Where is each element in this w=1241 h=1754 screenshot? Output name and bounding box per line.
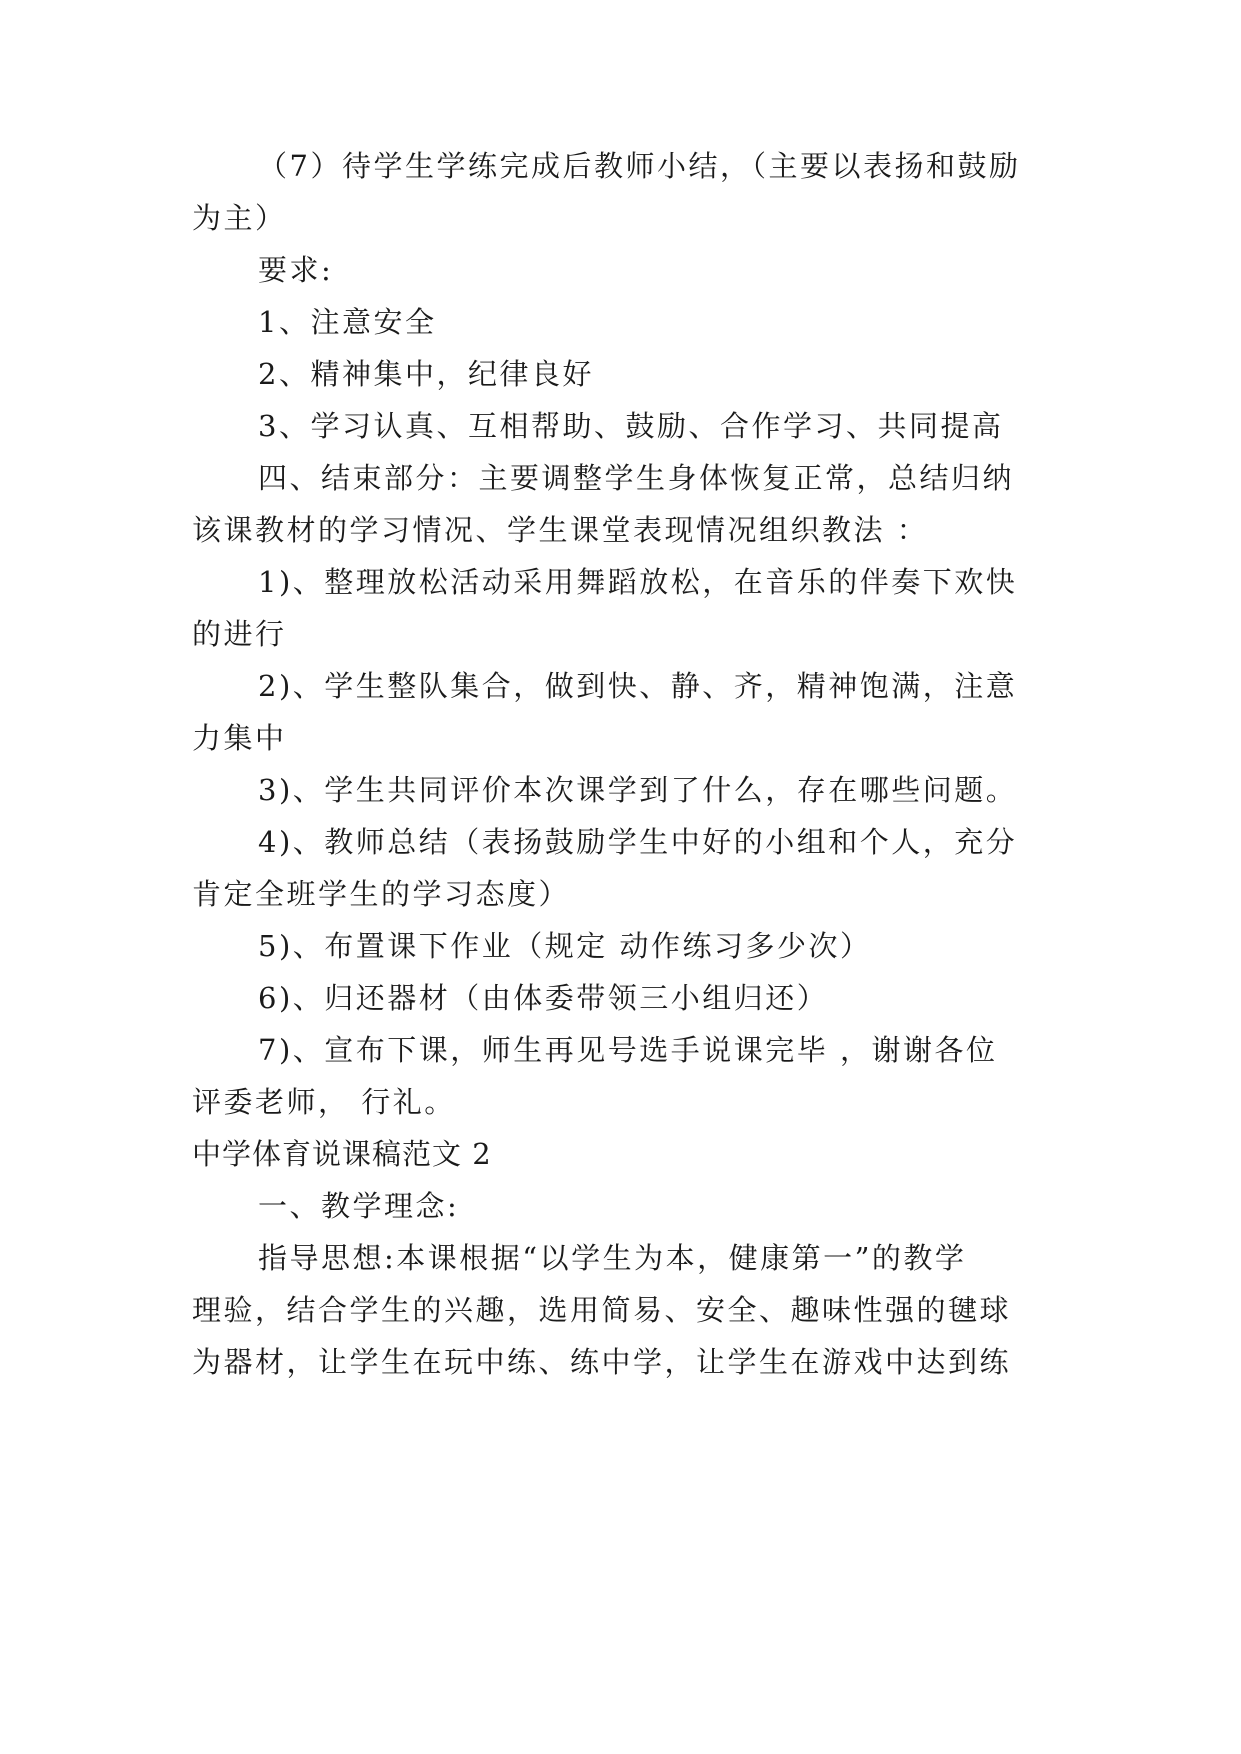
paragraph-line: 指导思想:本课根据“以学生为本，健康第一”的教学 [258, 1241, 967, 1275]
list-item: 3)、学生共同评价本次课学到了什么，存在哪些问题。 [258, 773, 1018, 807]
section-heading-line: 四、结束部分：主要调整学生身体恢复正常，总结归纳 [258, 461, 1015, 495]
list-item: 1、注意安全 [258, 305, 437, 339]
paragraph-line: （7）待学生学练完成后教师小结，（主要以表扬和鼓励 [258, 149, 1021, 183]
list-item: 5)、布置课下作业（规定 动作练习多少次） [258, 929, 872, 963]
list-item: 6)、归还器材（由体委带领三小组归还） [258, 981, 829, 1015]
paragraph-line: 为主） [192, 201, 287, 235]
paragraph-line: 肯定全班学生的学习态度） [192, 877, 571, 911]
list-item: 1)、整理放松活动采用舞蹈放松，在音乐的伴奏下欢快 [258, 565, 1018, 599]
paragraph-line: 理验，结合学生的兴趣，选用简易、安全、趣味性强的毽球 [192, 1293, 1012, 1327]
section-heading-line: 一、教学理念: [258, 1189, 460, 1223]
list-item: 7)、宣布下课，师生再见号选手说课完毕 ，谢谢各位 [258, 1033, 998, 1067]
document-title: 中学体育说课稿范文 2 [192, 1137, 492, 1171]
list-item: 2)、学生整队集合，做到快、静、齐，精神饱满，注意 [258, 669, 1018, 703]
list-item: 3、学习认真、互相帮助、鼓励、合作学习、共同提高 [258, 409, 1004, 443]
paragraph-line: 要求: [258, 253, 334, 287]
paragraph-line: 该课教材的学习情况、学生课堂表现情况组织教法 ： [192, 513, 929, 547]
paragraph-line: 评委老师， 行礼。 [192, 1085, 456, 1119]
list-item: 2、精神集中，纪律良好 [258, 357, 594, 391]
list-item: 4)、教师总结（表扬鼓励学生中好的小组和个人，充分 [258, 825, 1018, 859]
paragraph-line: 的进行 [192, 617, 287, 651]
paragraph-line: 为器材，让学生在玩中练、练中学，让学生在游戏中达到练 [192, 1345, 1012, 1379]
paragraph-line: 力集中 [192, 721, 287, 755]
